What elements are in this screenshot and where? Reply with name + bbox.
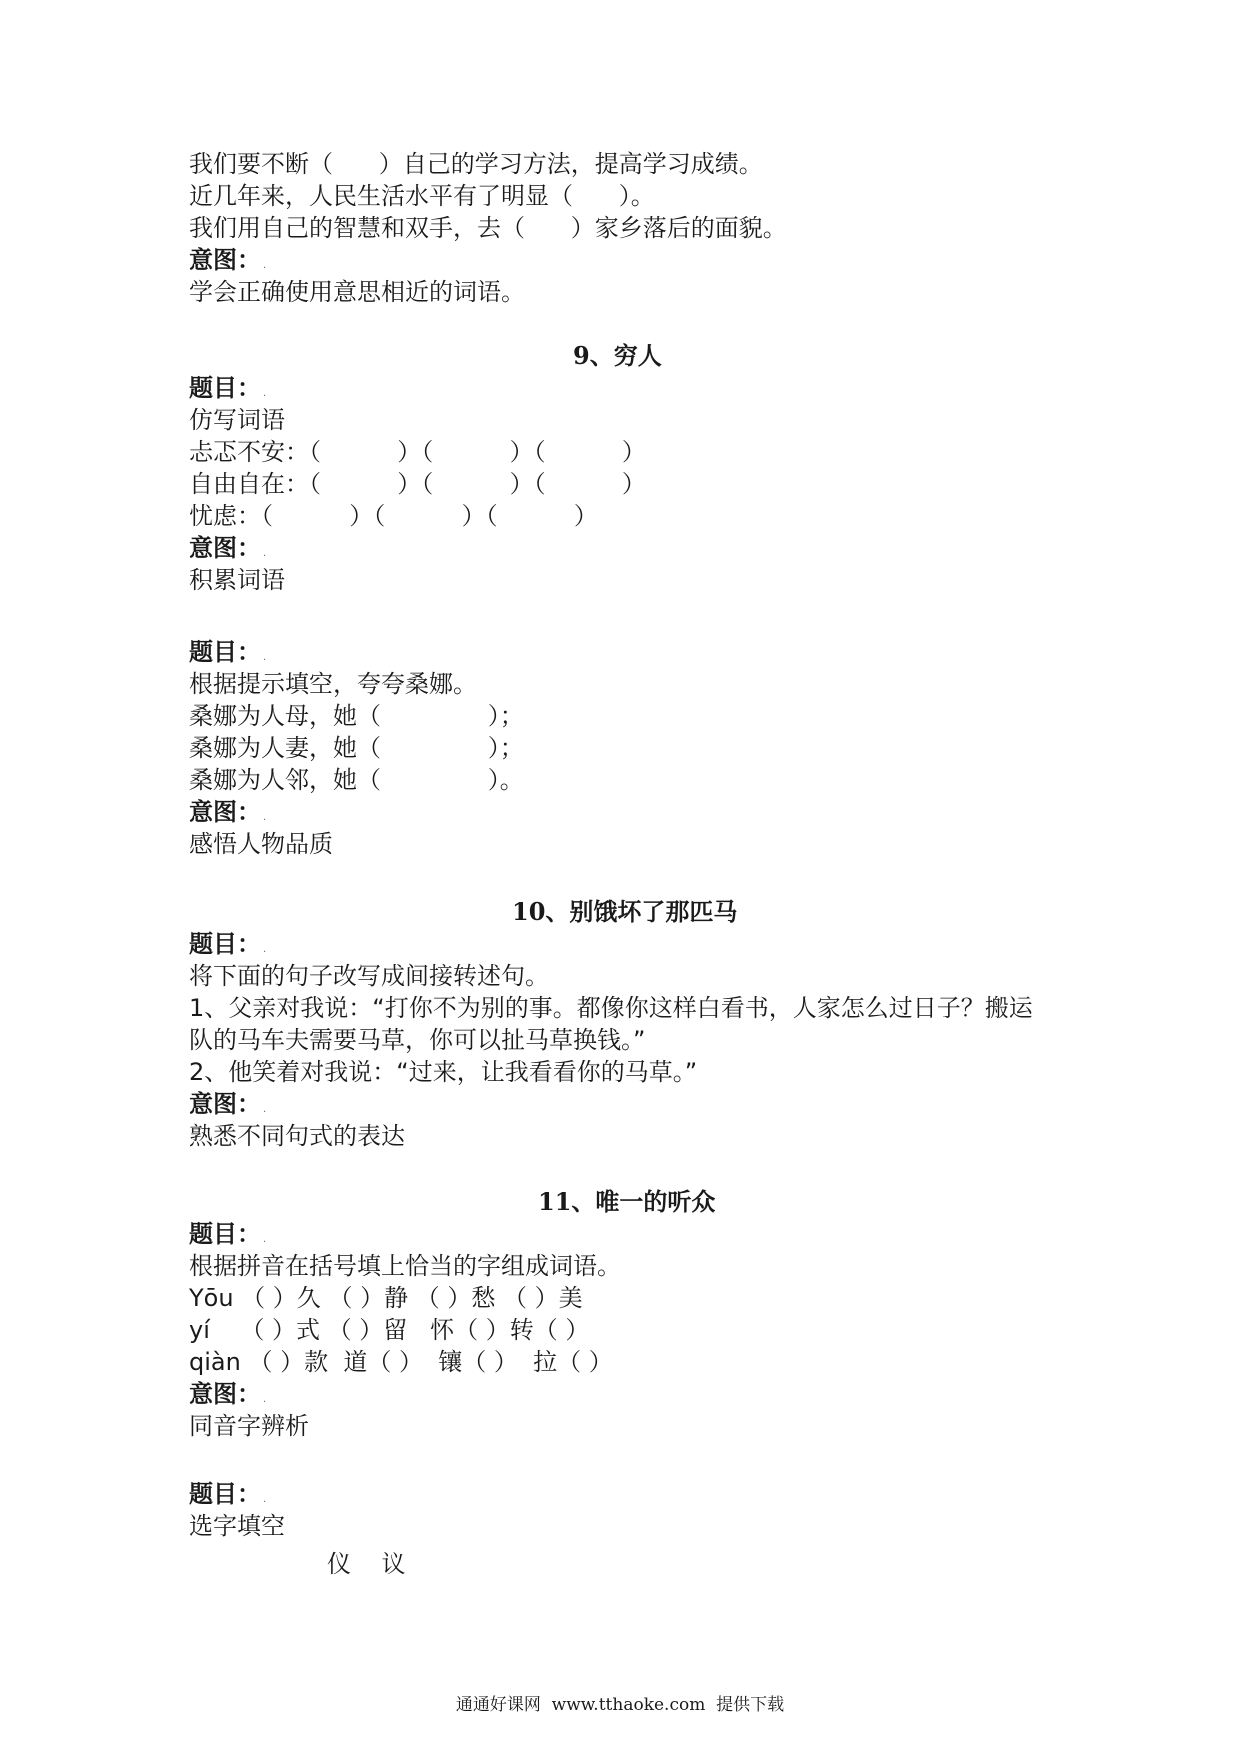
question-line: 自由自在：（ ）（ ）（ ）	[189, 470, 646, 498]
question-label: 题目： .	[189, 1480, 267, 1508]
intent-text: 熟悉不同句式的表达	[189, 1122, 405, 1150]
intent-text: 同音字辨析	[189, 1412, 309, 1440]
question-line: 忐忑不安：（ ）（ ）（ ）	[189, 438, 646, 466]
question-line: 桑娜为人妻，她（ ）；	[189, 734, 524, 762]
intent-label: 意图： .	[189, 1090, 267, 1118]
question-label: 题目： .	[189, 638, 267, 666]
question-line: 忧虑：（ ）（ ）（ ）	[189, 502, 598, 530]
question-line: 根据拼音在括号填上恰当的字组成词语。	[189, 1252, 621, 1280]
page-footer: 通通好课网 www.tthaoke.com 提供下载	[455, 1695, 785, 1715]
question-line: 根据提示填空，夸夸桑娜。	[189, 670, 477, 698]
question-line: qiàn （ ）款 道（ ） 镶（ ） 拉（ ）	[189, 1348, 613, 1376]
intent-text: 积累词语	[189, 566, 285, 594]
question-label: 题目： .	[189, 374, 267, 402]
question-line: yí （ ）式 （ ）留 怀（ ）转（ ）	[189, 1316, 590, 1344]
intent-label: 意图： .	[189, 1380, 267, 1408]
question-label: 题目： .	[189, 1220, 267, 1248]
question-line: 仿写词语	[189, 406, 285, 434]
question-line: 队的马车夫需要马草，你可以扯马草换钱。”	[189, 1026, 646, 1054]
intent-label: 意图： .	[189, 246, 267, 274]
question-line: 将下面的句子改写成间接转述句。	[189, 962, 549, 990]
lesson-title: 10、别饿坏了那匹马	[512, 897, 738, 926]
sentence-line: 近几年来，人民生活水平有了明显（ ）。	[189, 182, 655, 210]
sentence-line: 我们用自己的智慧和双手，去（ ）家乡落后的面貌。	[189, 214, 787, 242]
question-line: 桑娜为人邻，她（ ）。	[189, 766, 524, 794]
question-label: 题目： .	[189, 930, 267, 958]
intent-label: 意图： .	[189, 534, 267, 562]
lesson-title: 9、穷人	[573, 341, 662, 370]
question-line: 桑娜为人母，她（ ）；	[189, 702, 524, 730]
question-line: Yōu （ ）久 （ ）静 （ ）愁 （ ）美	[189, 1284, 583, 1312]
intent-text: 学会正确使用意思相近的词语。	[189, 278, 525, 306]
sentence-line: 我们要不断（ ）自己的学习方法，提高学习成绩。	[189, 150, 763, 178]
intent-text: 感悟人物品质	[189, 830, 333, 858]
intent-label: 意图： .	[189, 798, 267, 826]
lesson-title: 11、唯一的听众	[538, 1187, 716, 1216]
question-line: 选字填空	[189, 1512, 285, 1540]
choice-characters: 仪 议	[327, 1550, 406, 1578]
question-line: 1、父亲对我说：“打你不为别的事。都像你这样白看书，人家怎么过日子？搬运	[189, 994, 1033, 1022]
question-line: 2、他笑着对我说：“过来，让我看看你的马草。”	[189, 1058, 698, 1086]
